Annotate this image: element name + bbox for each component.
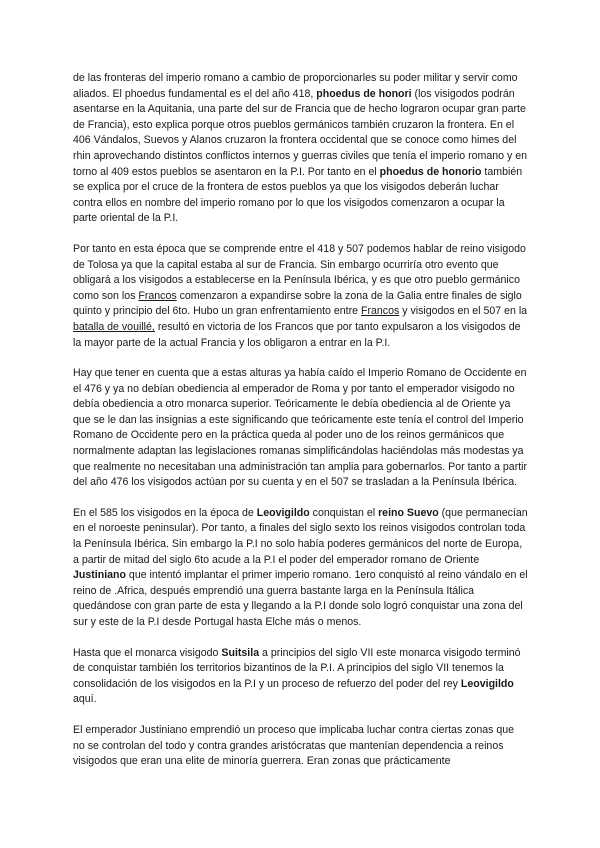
bold-term: Leovigildo [460, 677, 514, 690]
text-run: aquí. [73, 693, 97, 706]
text-run: comenzaron a expandirse sobre la zona de la Galia entre finales de siglo quinto y principio del 6to. Hubo un gran enfrentamiento entre [73, 289, 522, 318]
underlined-term: Francos [138, 289, 177, 302]
text-run: que intentó implantar el primer imperio romano. 1ero conquistó al reino vándalo en el reino de .Africa, después emprendió una guerra bastante larga en la Península Itálica quedándose con gran parte de esta y llegando a la P.I donde solo logró conquistar una zona del sur y este de la P.I desde Portugal hasta Elche más o menos. [73, 569, 528, 628]
text-run: también se explica por el cruce de la frontera de estos pueblos ya que los visigodos deberán luchar contra ellos en nombre del imperio romano por lo que los visigodos comenzaron a ocupar la parte oriental de la P.I. [73, 165, 523, 225]
paragraph [73, 506, 528, 631]
text-run: de las fronteras del imperio romano a cambio de proporcionarles su poder militar y servir como aliados. El phoedus fundamental es el del año 418, [73, 72, 518, 100]
bold-term: Leovigildo [256, 506, 310, 519]
text-run: (que permanecían en el noroeste peninsular). Por tanto, a finales del siglo sexto los reinos visigodos controlan toda la Península Ibérica. Sin embargo la P.I no solo había poderes germánicos del norte de Europa, a partir de mitad del siglo 6to acude a la P.I el poder del emperador romano de Oriente [73, 506, 528, 566]
paragraph [73, 242, 528, 351]
paragraph [73, 366, 528, 491]
text-run: En el 585 los visigodos en la época de [73, 506, 257, 519]
paragraph [73, 646, 528, 708]
bold-term: Justiniano [73, 569, 126, 582]
text-run: a principios del siglo VII este monarca visigodo terminó de conquistar también los territorios bizantinos de la P.I. A principios del siglo VII tenemos la consolidación de los visigodos en la P.I y un proceso de refuerzo del poder del rey [73, 646, 521, 690]
underlined-term: batalla de vouillé, [73, 320, 155, 333]
text-run: Hay que tener en cuenta que a estas alturas ya había caído el Imperio Romano de Occidente en el 476 y ya no debían obediencia al emperador de Roma y por tanto el emperador visigodo no debía obediencia a otro monarca superior. Teóricamente le debía obediencia al de Oriente ya que se le dan las insignias a este significando que teóricamente este tenía el control del Imperio Romano de Occidente pero en la práctica queda al poder uno de los reinos germánicos que normalmente adaptan las legislaciones romanas simplificándolas haciéndolas más modestas ya que realmente no necesitaban una administración tan amplia para gobernarlos. Por tanto a partir del año 476 los visigodos actúan por su cuenta y en el 507 se trasladan a la Península Ibérica. [73, 367, 528, 489]
bold-term: Suitsila [221, 646, 260, 659]
text-run: resultó en victoria de los Francos que por tanto expulsaron a los visigodos de la mayor parte de la actual Francia y los obligaron a entrar en la P.I. [73, 320, 521, 349]
text-run: Hasta que el monarca visigodo [73, 646, 222, 659]
text-run: Por tanto en esta época que se comprende entre el 418 y 507 podemos hablar de reino visigodo de Tolosa ya que la capital estaba al sur de Francia. Sin embargo ocurriría otro evento que obligará a los visigodos a establecerse en la Península Ibérica, y es que otro pueblo germánico como son los [73, 242, 526, 302]
bold-term: phoedus de honori [316, 87, 412, 100]
text-run: y visigodos en el 507 en la [399, 305, 528, 318]
paragraph [73, 71, 528, 227]
paragraph [73, 723, 528, 770]
text-run: (los visigodos podrán asentarse en la Aquitania, una parte del sur de Francia que de hecho lograron ocupar gran parte de Francia), esto explica porque otros pueblos germánicos también cruzaron la frontera. En el 406 Vándalos, Suevos y Alanos cruzaron la frontera occidental que se conoce como himes del rhin aprovechando distintos conflictos internos y guerras civiles que tenía el imperio romano y en torno al 409 estos pueblos se asentaron en la P.I. Por tanto en el [73, 87, 528, 178]
bold-term: phoedus de honorio [379, 165, 482, 178]
underlined-term: Francos [360, 305, 400, 318]
document-body [73, 71, 528, 785]
text-run: conquistan el [309, 506, 379, 519]
bold-term: reino Suevo [378, 506, 439, 519]
text-run: El emperador Justiniano emprendió un proceso que implicaba luchar contra ciertas zonas que no se controlan del todo y contra grandes aristócratas que mantenían dependencia a reinos visigodos que eran una elite de minoría guerrera. Eran zonas que prácticamente [73, 723, 515, 768]
